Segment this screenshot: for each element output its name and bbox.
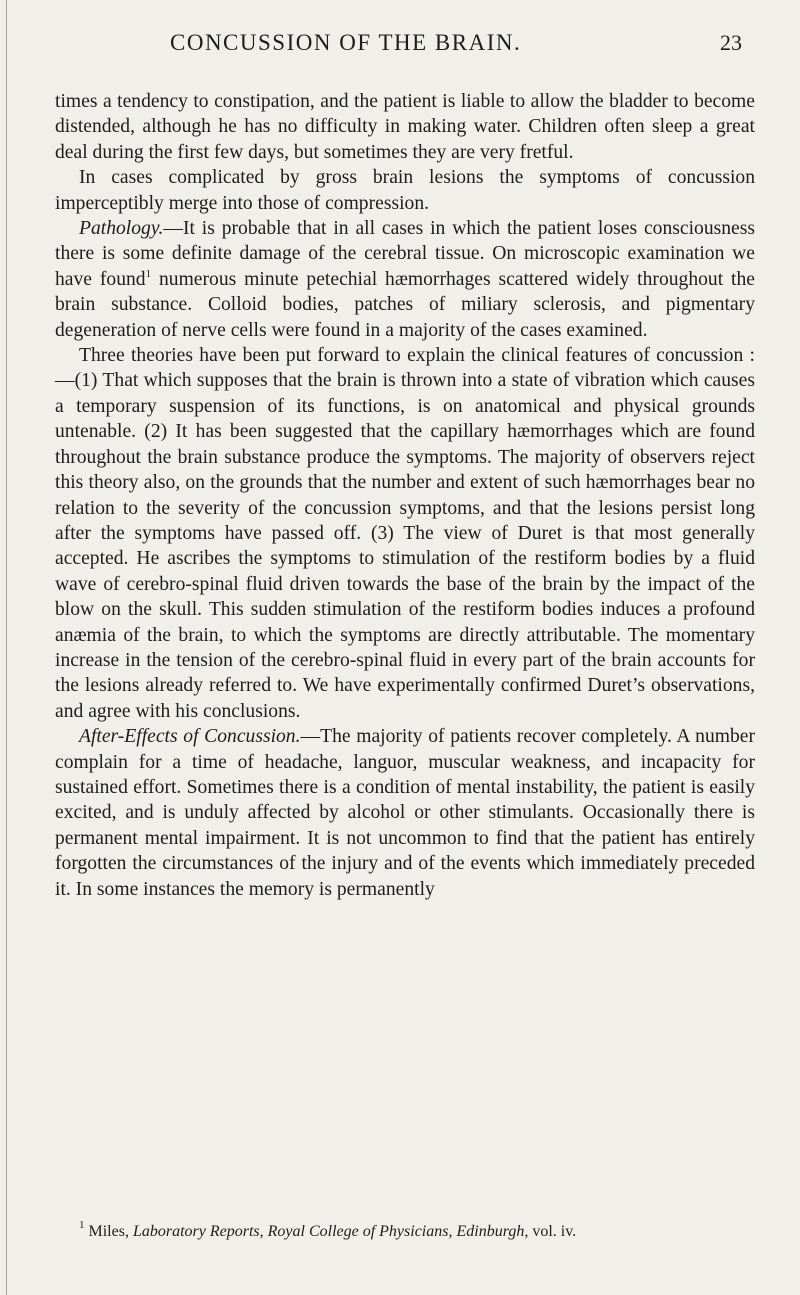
paragraph-pathology bbox=[55, 216, 755, 343]
body-text bbox=[55, 89, 755, 902]
paragraph-text: —It is probable that in all cases in which the patient loses consciousness there is some definite damage of the cerebral tissue. On microscopic examination we have found bbox=[55, 218, 755, 290]
paragraph-text: —The majority of patients recover completely. A number complain for a time of headache, languor, muscular weakness, and incapacity for sustained effort. Sometimes there is a condition of mental instability, the patient is easily excited, and is unduly affected by alcohol or other stimulants. Occasionally there is permanent mental impairment. It is not uncommon to find that the patient has entirely forgotten the circumstances of the injury and of the events which immediately preceded it. In some instances the memory is permanently bbox=[55, 726, 756, 900]
paragraph-text: Three theories have been put forward to explain the clinical features of concussion :—(1) That which supposes that the brain is thrown into a state of vibration which causes a temporary suspension of its functions, is on anatomical and physical grounds untenable. (2) It has been suggested that the capillary hæmorrhages which are found throughout the brain substance produce the symptoms. The majority of observers reject this theory also, on the grounds that the number and extent of such hæmorrhages bear no relation to the severity of the concussion symptoms, and that the lesions persist long after the symptoms have passed off. (3) The view of Duret is that most generally accepted. He ascribes the symptoms to stimulation of the restiform bodies by a fluid wave of cerebro-spinal fluid driven towards the base of the brain by the impact of the blow on the skull. This sudden stimulation of the restiform bodies induces a profound anæmia of the brain, to which the symptoms are directly attributable. The momentary increase in the tension of the cerebro-spinal fluid in every part of the brain accounts for the lesions already referred to. We have experimentally confirmed Duret’s observations, and agree with his conclusions. bbox=[55, 345, 755, 722]
paragraph-compression bbox=[55, 165, 755, 216]
paragraph-continuation bbox=[55, 89, 755, 165]
section-heading-pathology: Pathology. bbox=[79, 218, 164, 240]
running-head-title: CONCUSSION OF THE BRAIN. bbox=[170, 30, 522, 55]
page-number: 23 bbox=[720, 30, 742, 55]
section-heading-after-effects: After-Effects of Concussion. bbox=[79, 726, 301, 748]
footnote-volume: vol. iv. bbox=[532, 1223, 577, 1240]
paragraph-text: numerous minute petechial hæmorrhages scattered widely throughout the brain substance. Colloid bodies, patches of miliary sclerosis, and pigmentary degeneration of nerve cells were found in a majority of the cases examined. bbox=[55, 268, 755, 341]
paragraph-after-effects bbox=[55, 724, 755, 902]
footnote-source: Laboratory Reports, Royal College of Physicians, Edinburgh, bbox=[132, 1223, 529, 1240]
footnote-text bbox=[55, 1221, 755, 1243]
running-head bbox=[0, 30, 800, 66]
footnote-marker: 1 bbox=[79, 1219, 85, 1231]
footnote bbox=[55, 1221, 755, 1243]
paragraph-text: times a tendency to constipation, and the patient is liable to allow the bladder to become distended, although he has no difficulty in making water. Children often sleep a great deal during the first few days, but sometimes they are very fretful. bbox=[55, 91, 755, 163]
footnote-reference: 1 bbox=[145, 267, 152, 280]
footnote-author: Miles, bbox=[88, 1223, 129, 1240]
paragraph-text: In cases complicated by gross brain lesions the symptoms of concussion imperceptibly merge into those of compression. bbox=[55, 167, 755, 214]
paragraph-theories bbox=[55, 343, 755, 724]
page-edge-line bbox=[6, 0, 7, 1295]
